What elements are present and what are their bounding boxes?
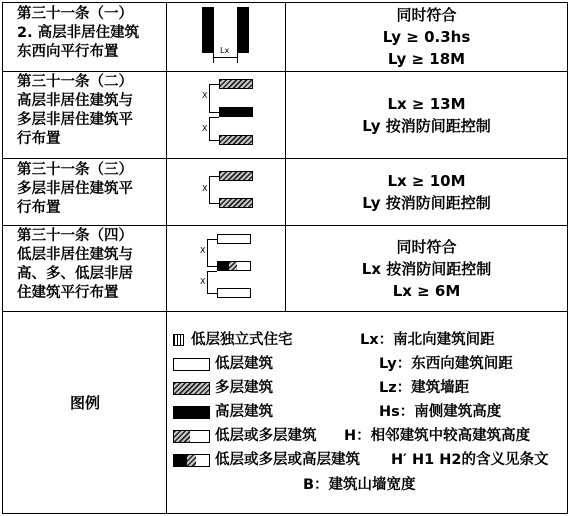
- row-label-line: 第三十一条（二）: [17, 74, 133, 90]
- dimension-tick: [209, 117, 219, 118]
- grid-square-icon: [173, 334, 184, 346]
- dimension-line: [213, 57, 238, 58]
- legend-item-text: 高层建筑: [215, 404, 273, 420]
- dimension-line: [209, 176, 210, 203]
- row-label-line: 多层非居住建筑平: [17, 181, 133, 197]
- dimension-tick: [207, 239, 217, 240]
- dimension-line: [209, 84, 210, 112]
- row-label-line: 行布置: [17, 131, 61, 147]
- requirement-line: Ly 按消防间距控制: [362, 117, 491, 135]
- dimension-line: [207, 239, 208, 266]
- low-rise-symbol: [173, 358, 210, 371]
- requirement-line: Lx ≥ 10M: [387, 172, 466, 190]
- mid-rise-building: [219, 198, 253, 208]
- dimension-label: X: [202, 124, 208, 133]
- row-label: [3, 159, 167, 225]
- mid-rise-building: [219, 79, 253, 89]
- table-row: [3, 226, 567, 312]
- low-rise-building: [217, 234, 251, 244]
- row-label-line: 住建筑平行布置: [17, 285, 119, 301]
- requirement-line: Ly ≥ 18M: [387, 50, 466, 68]
- diagram-cell: [167, 226, 286, 311]
- dimension-tick: [237, 53, 238, 63]
- dimension-tick: [209, 203, 219, 204]
- legend-item-text: 低层建筑: [215, 356, 273, 372]
- legend-item-def: Hs：南侧建筑高度: [379, 404, 502, 420]
- dimension-tick: [209, 140, 219, 141]
- table-row: [3, 3, 567, 72]
- row-label-line: 低层非居住建筑与: [17, 247, 133, 263]
- dimension-tick: [209, 112, 219, 113]
- row-label-line: 高层非居住建筑与: [17, 93, 133, 109]
- legend-item-text: 低层或多层建筑: [215, 428, 317, 444]
- legend-item-def: Ly：东西向建筑间距: [379, 356, 513, 372]
- diagram-cell: [167, 159, 286, 225]
- requirement-cell: [286, 3, 567, 71]
- table-row: [3, 72, 567, 159]
- dimension-tick: [207, 293, 217, 294]
- legend-label-cell: [3, 312, 167, 513]
- legend-item-text: 低层或多层或高层建筑: [215, 452, 360, 468]
- any-rise-symbol: [173, 454, 210, 467]
- diagram-cell: [167, 3, 286, 71]
- row-label-line: 2. 高层非居住建筑: [17, 25, 140, 41]
- legend-item-def: Lx：南北向建筑间距: [360, 332, 495, 348]
- row-label: [3, 226, 167, 311]
- row-label-line: 多层非居住建筑平: [17, 112, 133, 128]
- requirement-line: Ly 按消防间距控制: [362, 194, 491, 212]
- dimension-line: [207, 271, 208, 293]
- legend-item-text: 多层建筑: [215, 380, 273, 396]
- low-or-mid-rise-symbol: [173, 430, 210, 443]
- row-label-line: 第三十一条（四）: [17, 228, 133, 244]
- requirement-line: Lx ≥ 13M: [387, 95, 466, 113]
- requirement-cell: [286, 72, 567, 158]
- requirement-line: 同时符合: [396, 6, 457, 24]
- legend-item-text: 低层独立式住宅: [191, 332, 293, 348]
- row-label-line: 行布置: [17, 200, 61, 216]
- dimension-label: X: [200, 277, 206, 286]
- diagram-cell: [167, 72, 286, 158]
- high-rise-symbol: [173, 406, 210, 419]
- dimension-label: X: [202, 91, 208, 100]
- legend-row: [3, 312, 567, 513]
- requirement-cell: [286, 226, 567, 311]
- dimension-tick: [213, 53, 214, 63]
- requirement-line: Ly ≥ 0.3hs: [382, 28, 471, 46]
- dimension-tick: [209, 176, 219, 177]
- dimension-tick: [209, 84, 219, 85]
- row-label-line: 第三十一条（三）: [17, 162, 133, 178]
- requirement-line: Lx ≥ 6M: [392, 281, 461, 300]
- dimension-tick: [207, 271, 217, 272]
- mixed-building: [217, 261, 251, 271]
- row-label: [3, 3, 167, 71]
- table-row: [3, 159, 567, 226]
- requirement-line: Lx 按消防间距控制: [361, 259, 492, 278]
- requirement-line: 同时符合: [396, 237, 457, 256]
- legend-item-def: H：相邻建筑中较高建筑高度: [344, 428, 531, 444]
- dimension-line: [209, 117, 210, 140]
- mid-rise-building: [219, 135, 253, 145]
- row-label-line: 东西向平行布置: [17, 44, 119, 60]
- high-rise-building: [202, 7, 214, 53]
- regulation-table: [2, 2, 568, 514]
- legend-item-def: Lz：建筑墙距: [379, 380, 470, 396]
- high-rise-building: [237, 7, 249, 53]
- legend-item-def: H′ H1 H2的含义见条文: [391, 452, 549, 468]
- row-label: [3, 72, 167, 158]
- dimension-label: X: [200, 246, 206, 255]
- dimension-label: Lx: [220, 46, 230, 55]
- requirement-cell: [286, 159, 567, 225]
- dimension-tick: [207, 266, 217, 267]
- legend-footer: B：建筑山墙宽度: [303, 477, 416, 493]
- row-label-line: 高、多、低层非居: [17, 266, 133, 282]
- low-rise-building: [217, 288, 251, 298]
- mid-rise-symbol: [173, 382, 210, 395]
- high-rise-building: [219, 107, 253, 117]
- mid-rise-building: [219, 171, 253, 181]
- row-label-line: 第三十一条（一）: [17, 6, 133, 22]
- legend-content: [167, 312, 567, 513]
- legend-label: 图例: [69, 394, 100, 412]
- dimension-label: X: [202, 184, 208, 193]
